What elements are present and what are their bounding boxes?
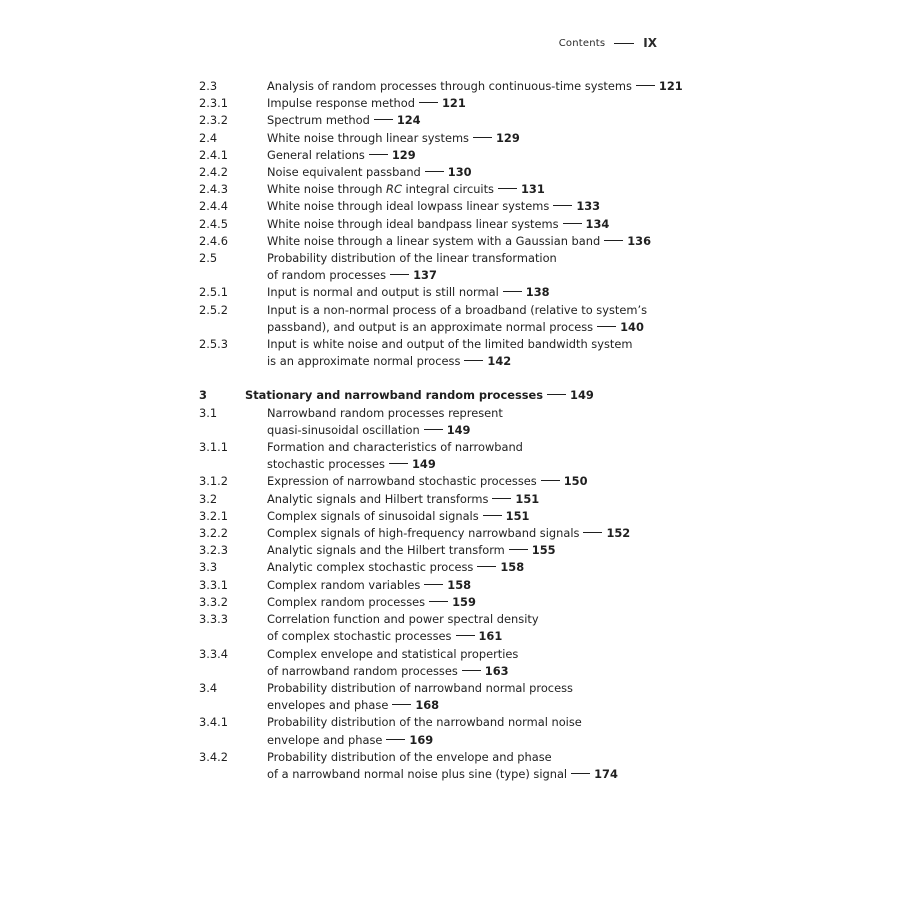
- toc-entry-title: [267, 680, 669, 714]
- toc-leader-dash: [424, 584, 443, 585]
- toc-entry-title-text: Expression of narrowband stochastic processes: [267, 474, 537, 489]
- toc-entry-title-line: [267, 130, 669, 147]
- toc-entry-title-text: envelopes and phase: [267, 698, 389, 713]
- toc-entry-number: 3.4: [199, 680, 218, 695]
- toc-entry-page-number[interactable]: 137: [413, 268, 437, 283]
- toc-leader-dash: [492, 498, 511, 499]
- toc-entry[interactable]: [199, 164, 669, 181]
- toc-entry-title-line: [267, 628, 669, 645]
- toc-leader-dash: [374, 119, 393, 120]
- toc-entry-title: [267, 714, 669, 748]
- toc-entry[interactable]: [199, 181, 669, 198]
- toc-entry[interactable]: [199, 302, 669, 336]
- toc-leader-dash: [571, 773, 590, 774]
- toc-entry-title-line: [267, 112, 669, 129]
- toc-entry-title-line: [267, 284, 669, 301]
- toc-entry-title-text: Input is normal and output is still normal: [267, 285, 499, 300]
- toc-leader-dash: [583, 532, 602, 533]
- running-head-label: Contents: [558, 37, 606, 49]
- toc-entry[interactable]: [199, 525, 669, 542]
- toc-entry-number: 3.3.1: [199, 577, 228, 592]
- toc-entry-title-line: [267, 405, 669, 422]
- toc-leader-dash: [464, 360, 483, 361]
- toc-entry-page-number[interactable]: 131: [521, 182, 545, 197]
- toc-entry[interactable]: [199, 542, 669, 559]
- toc-entry-title: [267, 336, 669, 370]
- toc-entry[interactable]: [199, 594, 669, 611]
- toc-entry-title-line: [267, 95, 669, 112]
- toc-entry-number: 2.4.5: [199, 216, 228, 231]
- toc-leader-dash: [390, 274, 409, 275]
- toc-entry-page-number[interactable]: 158: [500, 560, 525, 575]
- toc-entry-title-line: [267, 559, 669, 576]
- toc-entry-title: [267, 405, 669, 439]
- running-head-rule: [614, 43, 634, 44]
- toc-entry-page-number[interactable]: 158: [447, 577, 472, 592]
- toc-entry-title-line: [267, 611, 669, 628]
- toc-entry-title: [267, 508, 669, 525]
- toc-entry-title-text: quasi-sinusoidal oscillation: [267, 422, 420, 437]
- toc-entry[interactable]: [199, 508, 669, 525]
- toc-leader-dash: [419, 102, 438, 103]
- toc-entry-number: 2.4.4: [199, 199, 228, 214]
- toc-entry-page-number[interactable]: 149: [412, 457, 436, 472]
- toc-entry-number: 3.1.2: [199, 474, 228, 489]
- toc-entry-title-text: White noise through ideal lowpass linear systems: [267, 199, 550, 214]
- toc-entry-title-text: Spectrum method: [267, 113, 370, 128]
- toc-entry-title-line: [267, 732, 669, 749]
- toc-entry-number: 3.4.1: [199, 715, 228, 730]
- toc-entry-title-line: [267, 473, 669, 490]
- toc-entry-number: 2.4: [199, 130, 218, 145]
- toc-entry-number: 3.2.1: [199, 508, 228, 523]
- toc-entry-title-text: Analytic complex stochastic process: [267, 560, 474, 575]
- toc-entry-title-line: [267, 250, 669, 267]
- toc-entry-title-text: Complex random processes: [267, 594, 426, 609]
- toc-entry-page-number[interactable]: 163: [484, 663, 509, 678]
- toc-entry-title-line: [267, 766, 669, 783]
- toc-entry[interactable]: [199, 95, 669, 112]
- toc-entry-page-number[interactable]: 155: [531, 543, 556, 558]
- toc-entry-title-line: [267, 697, 669, 714]
- toc-entry-title-text: White noise through ideal bandpass linear systems: [267, 216, 559, 231]
- italic-symbol: RC: [386, 182, 402, 197]
- toc-entry-title: [267, 594, 669, 611]
- toc-entry-title: [267, 302, 669, 336]
- toc-entry-page-number[interactable]: 159: [452, 594, 476, 609]
- toc-entry-title: [245, 387, 669, 404]
- toc-entry-number: 2.5: [199, 251, 218, 266]
- toc-entry-title: [267, 542, 669, 559]
- toc-entry-number: 2.3.2: [199, 113, 228, 128]
- toc-entry-title-text: Analytic signals and the Hilbert transform: [267, 543, 505, 558]
- toc-entry-title-line: [267, 233, 669, 250]
- toc-entry-title-line: [267, 491, 669, 508]
- toc-entry-number: 2.4.2: [199, 165, 228, 180]
- toc-entry-number: 2.5.1: [199, 285, 228, 300]
- toc-entry[interactable]: [199, 336, 669, 370]
- toc-entry-title-text: Probability distribution of the narrowband normal noise: [267, 715, 582, 730]
- toc-entry-number: 2.3: [199, 79, 218, 93]
- toc-entry-number: 3.3.2: [199, 594, 228, 609]
- toc-entry[interactable]: [199, 559, 669, 576]
- toc-entry-page-number[interactable]: 149: [570, 388, 594, 403]
- toc-entry-title-text: General relations: [267, 147, 365, 162]
- toc-entry-page-number[interactable]: 136: [627, 233, 651, 248]
- toc-entry-title: [267, 439, 669, 473]
- toc-entry-title-line: [267, 663, 669, 680]
- toc-entry-page-number[interactable]: 150: [563, 474, 588, 489]
- toc-leader-dash: [473, 137, 492, 138]
- toc-entry[interactable]: [199, 405, 669, 439]
- toc-chapter-entry[interactable]: [199, 387, 669, 404]
- toc-entry-title-line: [267, 439, 669, 456]
- toc-entry-title-line: [267, 198, 669, 215]
- toc-entry-title: [267, 181, 669, 198]
- toc-entry-title: [267, 646, 669, 680]
- toc-leader-dash: [369, 154, 388, 155]
- toc-entry-number: 3.3.4: [199, 646, 228, 661]
- toc-entry-title: [267, 78, 683, 95]
- toc-leader-dash: [477, 566, 496, 567]
- toc-entry-number: 3.2: [199, 491, 218, 506]
- toc-entry-number: 3.2.3: [199, 543, 228, 558]
- toc-leader-dash: [462, 670, 481, 671]
- toc-entry-page-number[interactable]: 161: [478, 629, 503, 644]
- toc-entry-title-line: [267, 456, 669, 473]
- toc-entry-page-number[interactable]: 168: [415, 698, 440, 713]
- toc-leader-dash: [541, 480, 560, 481]
- toc-entry-title-text: Analysis of random processes through continuous-time systems: [267, 79, 632, 93]
- toc-entry-number: 2.4.1: [199, 147, 228, 162]
- toc-entry-title-line: [267, 267, 669, 284]
- toc-entry-title-text: Complex signals of high-frequency narrowband signals: [267, 526, 580, 541]
- toc-entry-title-line: [267, 216, 669, 233]
- toc-entry-title: [267, 577, 669, 594]
- toc-entry-title-line: [267, 577, 669, 594]
- toc-entry-title-text: passband), and output is an approximate normal process: [267, 319, 594, 334]
- toc-entry-title-line: [267, 646, 669, 663]
- toc-entry-title: [267, 559, 669, 576]
- toc-entry-title-text: White noise through RC integral circuits: [267, 182, 494, 197]
- toc-entry-title: [267, 95, 669, 112]
- toc-leader-dash: [604, 240, 623, 241]
- toc-entry-page-number[interactable]: 130: [447, 165, 472, 180]
- toc-entry-title: [267, 147, 669, 164]
- toc-entry-title-line: [267, 147, 669, 164]
- toc-entry-page-number[interactable]: 129: [496, 130, 520, 145]
- toc-entry-page-number[interactable]: 121: [441, 96, 466, 111]
- toc-leader-dash: [392, 704, 411, 705]
- toc-entry-title-line: [267, 508, 669, 525]
- toc-entry[interactable]: [199, 611, 669, 645]
- toc-entry-number: 2.3.1: [199, 96, 228, 111]
- toc-entry[interactable]: [199, 473, 669, 490]
- toc-entry-title-text: White noise through a linear system with a Gaussian band: [267, 233, 601, 248]
- toc-entry-title-line: [267, 302, 669, 319]
- toc-entry-title-text: Input is a non-normal process of a broadband (relative to system’s: [267, 302, 648, 317]
- toc-entry-page-number[interactable]: 129: [391, 147, 416, 162]
- toc-leader-dash: [563, 223, 582, 224]
- toc-entry[interactable]: [199, 491, 669, 508]
- toc-entry[interactable]: [199, 233, 669, 250]
- toc-leader-dash: [429, 601, 448, 602]
- toc-entry[interactable]: [199, 216, 669, 233]
- toc-entry[interactable]: [199, 198, 669, 215]
- toc-entry-page-number[interactable]: 152: [606, 526, 631, 541]
- toc-entry-title: [267, 233, 669, 250]
- toc-entry-title-line: [267, 680, 669, 697]
- toc-entry-title: [267, 525, 669, 542]
- toc-entry-title-text: Correlation function and power spectral density: [267, 612, 539, 627]
- toc-entry-title-text: stochastic processes: [267, 457, 385, 472]
- toc-entry-number: 3.2.2: [199, 526, 228, 541]
- toc-entry[interactable]: [199, 714, 669, 748]
- toc-leader-dash: [424, 429, 443, 430]
- toc-entry-title-text: Impulse response method: [267, 96, 415, 111]
- toc-entry-title-text: Complex signals of sinusoidal signals: [267, 508, 479, 523]
- toc-entry-number: 2.4.3: [199, 182, 228, 197]
- toc-entry-title-line: [267, 319, 669, 336]
- toc-leader-dash: [509, 549, 528, 550]
- toc-entry-title: [267, 250, 669, 284]
- toc-entry-title: [267, 611, 669, 645]
- toc-entry[interactable]: [199, 439, 669, 473]
- toc-entry[interactable]: [199, 78, 683, 95]
- toc-entry-page-number[interactable]: 149: [446, 422, 471, 437]
- toc-leader-dash: [483, 515, 502, 516]
- running-head: [559, 36, 657, 50]
- toc-entry-title-text: Narrowband random processes represent: [267, 405, 503, 420]
- toc-entry-page-number[interactable]: 142: [487, 354, 512, 369]
- toc-leader-dash: [498, 188, 517, 189]
- toc-entry-title-line: [267, 181, 669, 198]
- toc-entry-title: [267, 198, 669, 215]
- toc-entry-title-text: Complex envelope and statistical properties: [267, 646, 519, 661]
- toc-entry-title-text: of random processes: [267, 268, 387, 283]
- toc-entry-title-line: [267, 353, 669, 370]
- toc-entry-title-line: [267, 542, 669, 559]
- toc-entry[interactable]: [199, 749, 669, 783]
- toc-entry-page-number[interactable]: 121: [658, 79, 683, 93]
- toc-leader-dash: [389, 463, 408, 464]
- toc-entry-title: [267, 491, 669, 508]
- toc-entry-title-text: envelope and phase: [267, 732, 383, 747]
- toc-leader-dash: [425, 171, 444, 172]
- toc-entry-title-text: Probability distribution of narrowband normal process: [267, 680, 573, 695]
- toc-entry-title: [267, 216, 669, 233]
- toc-entry-title-text: is an approximate normal process: [267, 354, 461, 369]
- toc-entry-title-line: [267, 164, 669, 181]
- toc-entry[interactable]: [199, 680, 669, 714]
- toc-leader-dash: [386, 739, 405, 740]
- toc-entry-title: [267, 112, 669, 129]
- toc-entry-title-text: Probability distribution of the envelope and phase: [267, 749, 552, 764]
- toc-leader-dash: [597, 326, 616, 327]
- toc-entry-page-number[interactable]: 124: [396, 113, 421, 128]
- toc-entry-title-text: of a narrowband normal noise plus sine (type) signal: [267, 766, 568, 781]
- toc-entry-number: 3.1: [199, 405, 218, 420]
- toc-entry-title-text: Formation and characteristics of narrowband: [267, 440, 523, 455]
- toc-entry-page-number[interactable]: 133: [576, 199, 601, 214]
- toc-entry-title-text: of complex stochastic processes: [267, 629, 452, 644]
- toc-entry[interactable]: [199, 577, 669, 594]
- toc-entry-title-line: [267, 594, 669, 611]
- table-of-contents: [199, 78, 683, 783]
- toc-entry-title: [267, 749, 669, 783]
- toc-entry-title-line: [267, 336, 669, 353]
- toc-entry[interactable]: [199, 112, 669, 129]
- running-head-page-number: IX: [643, 36, 657, 50]
- toc-entry-title-line: [245, 387, 669, 404]
- toc-entry-title-text: Input is white noise and output of the limited bandwidth system: [267, 337, 633, 352]
- toc-entry-title-text: Probability distribution of the linear transformation: [267, 251, 557, 266]
- toc-entry-title-line: [267, 422, 669, 439]
- toc-entry-number: 2.4.6: [199, 233, 228, 248]
- toc-entry[interactable]: [199, 646, 669, 680]
- toc-entry-page-number[interactable]: 174: [594, 766, 618, 781]
- toc-entry-title-line: [267, 525, 669, 542]
- toc-entry-title-text: Complex random variables: [267, 577, 421, 592]
- toc-entry[interactable]: [199, 130, 669, 147]
- toc-entry[interactable]: [199, 147, 669, 164]
- toc-entry-title-line: [267, 78, 683, 95]
- toc-entry-title: [267, 473, 669, 490]
- toc-entry-number: 2.5.3: [199, 337, 228, 352]
- toc-entry-number: 3.4.2: [199, 749, 228, 764]
- toc-entry-title-text: Noise equivalent passband: [267, 165, 421, 180]
- toc-entry[interactable]: [199, 250, 669, 284]
- toc-entry-title: [267, 130, 669, 147]
- toc-entry-title-line: [267, 749, 669, 766]
- toc-entry[interactable]: [199, 284, 669, 301]
- toc-leader-dash: [547, 394, 566, 395]
- toc-entry-title-text: White noise through linear systems: [267, 130, 469, 145]
- toc-entry-number: 3.3: [199, 560, 218, 575]
- toc-leader-dash: [553, 205, 572, 206]
- toc-entry-title: [267, 284, 669, 301]
- toc-entry-title-text: of narrowband random processes: [267, 663, 458, 678]
- toc-leader-dash: [503, 291, 522, 292]
- toc-entry-title-text: Stationary and narrowband random processes: [245, 388, 544, 403]
- toc-entry-number: 3.3.3: [199, 612, 228, 627]
- toc-leader-dash: [636, 85, 655, 86]
- toc-entry-number: 2.5.2: [199, 302, 228, 317]
- toc-entry-title-text: Analytic signals and Hilbert transforms: [267, 491, 489, 506]
- toc-entry-page-number[interactable]: 151: [505, 508, 530, 523]
- toc-entry-page-number[interactable]: 169: [409, 732, 434, 747]
- toc-entry-number: 3.1.1: [199, 440, 228, 455]
- toc-entry-title: [267, 164, 669, 181]
- toc-entry-title-line: [267, 714, 669, 731]
- toc-entry-number: 3: [199, 388, 207, 403]
- toc-entry-page-number[interactable]: 134: [585, 216, 610, 231]
- toc-entry-page-number[interactable]: 140: [620, 319, 644, 334]
- toc-leader-dash: [456, 635, 475, 636]
- toc-entry-page-number[interactable]: 138: [525, 285, 550, 300]
- toc-entry-page-number[interactable]: 151: [515, 491, 540, 506]
